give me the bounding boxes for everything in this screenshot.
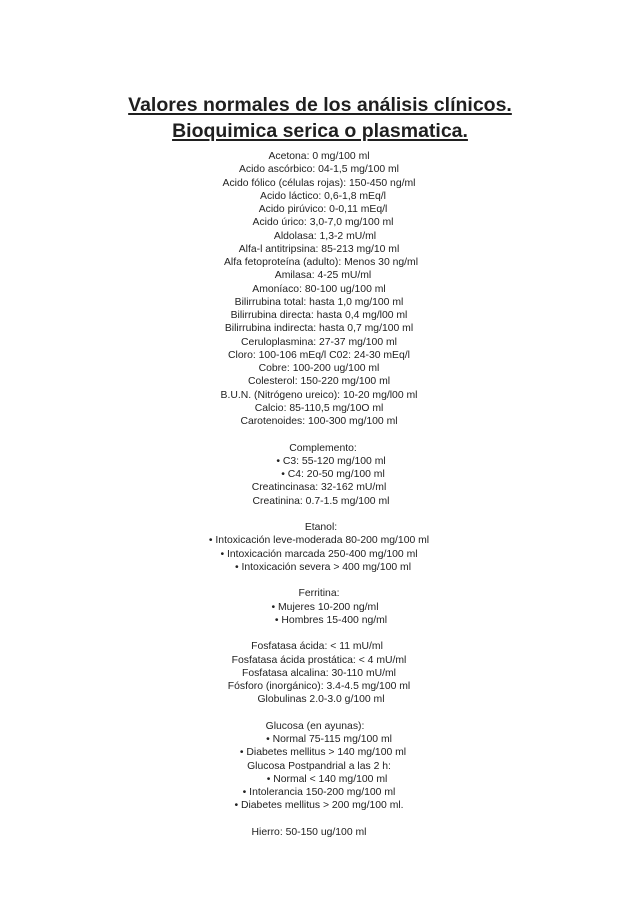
- reference-line: Aldolasa: 1,3-2 mU/ml: [273, 230, 377, 242]
- reference-line: • C4: 20-50 mg/100 ml: [281, 469, 385, 480]
- reference-line: • Mujeres 10-200 ng/ml: [271, 601, 379, 613]
- blank-line: [0, 508, 638, 521]
- reference-line: Alfa-l antitripsina: 85-213 mg/10 ml: [238, 243, 400, 255]
- reference-line: Hierro: 50-150 ug/100 ml: [251, 826, 367, 838]
- reference-line: • Normal 75-115 mg/100 ml: [266, 734, 392, 745]
- reference-line: B.U.N. (Nitrógeno ureico): 10-20 mg/l00 ml: [220, 389, 418, 401]
- reference-line: Bilirrubina total: hasta 1,0 mg/100 ml: [234, 296, 404, 308]
- blank-line: [0, 627, 638, 640]
- blank-line: [0, 574, 638, 587]
- document-title-line2: [90, 118, 550, 144]
- reference-line: Alfa fetoproteína (adulto): Menos 30 ng/ml: [223, 257, 419, 268]
- reference-line: Amilasa: 4-25 mU/ml: [274, 270, 372, 282]
- reference-line: Acetona: 0 mg/100 ml: [268, 151, 370, 162]
- blank-line: [0, 707, 638, 720]
- reference-line: Cobre: 100-200 ug/100 ml: [258, 363, 380, 374]
- blank-line: [0, 813, 638, 826]
- reference-line: Etanol:: [304, 522, 338, 533]
- reference-line: Acido pirúvico: 0-0,11 mEq/l: [258, 204, 388, 215]
- reference-line: Acido ascórbico: 04-1,5 mg/100 ml: [239, 164, 399, 176]
- reference-line: Ceruloplasmina: 27-37 mg/100 ml: [241, 336, 397, 348]
- reference-line: Acido úrico: 3,0-7,0 mg/100 ml: [252, 217, 394, 229]
- reference-line: Fósforo (inorgánico): 3.4-4.5 mg/100 ml: [227, 681, 411, 692]
- reference-line: Creatincinasa: 32-162 mU/ml: [251, 482, 387, 494]
- reference-line: Bilirrubina directa: hasta 0,4 mg/l00 ml: [230, 310, 408, 321]
- reference-line: • Diabetes mellitus > 200 mg/100 ml.: [234, 800, 404, 812]
- reference-line: Cloro: 100-106 mEq/l C02: 24-30 mEq/l: [228, 349, 410, 361]
- reference-line: Acido láctico: 0,6-1,8 mEq/l: [260, 190, 386, 202]
- reference-line: • Hombres 15-400 ng/ml: [274, 614, 388, 626]
- reference-line: Fosfatasa ácida: < 11 mU/ml: [251, 641, 383, 653]
- reference-line: Amoníaco: 80-100 ug/100 ml: [252, 283, 386, 295]
- reference-line: • Intolerancia 150-200 mg/100 ml: [242, 787, 396, 798]
- reference-line: Glucosa Postpandrial a las 2 h:: [247, 760, 391, 772]
- reference-line: Fosfatasa ácida prostática: < 4 mU/ml: [231, 654, 407, 666]
- reference-line: Ferritina:: [298, 588, 340, 600]
- reference-line: Complemento:: [289, 442, 357, 454]
- reference-line: • Intoxicación severa > 400 mg/100 ml: [234, 561, 412, 573]
- reference-line: • Normal < 140 mg/100 ml: [266, 773, 388, 785]
- reference-line: Creatinina: 0.7-1.5 mg/100 ml: [252, 495, 390, 507]
- reference-values-list: [0, 150, 638, 839]
- reference-line: Acido fólico (células rojas): 150-450 ng/ml: [222, 177, 416, 189]
- reference-line: • Intoxicación leve-moderada 80-200 mg/100 ml: [208, 535, 430, 547]
- reference-line: Carotenoides: 100-300 mg/100 ml: [240, 416, 398, 427]
- reference-line: • Intoxicación marcada 250-400 mg/100 ml: [220, 548, 418, 560]
- reference-line: Bilirrubina indirecta: hasta 0,7 mg/100 ml: [224, 323, 414, 335]
- reference-line: Calcio: 85-110,5 mg/10O ml: [254, 402, 384, 414]
- reference-line: • C3: 55-120 mg/100 ml: [276, 455, 386, 467]
- document-title-line1: [90, 92, 550, 118]
- document-title-line1-text: Valores normales de los análisis clínicos.: [128, 94, 512, 116]
- reference-line: Glucosa (en ayunas):: [265, 720, 365, 732]
- reference-line: • Diabetes mellitus > 140 mg/100 ml: [239, 747, 407, 759]
- reference-line: Globulinas 2.0-3.0 g/100 ml: [257, 694, 385, 706]
- reference-line: Colesterol: 150-220 mg/100 ml: [247, 376, 391, 388]
- blank-line: [0, 428, 638, 441]
- reference-line: Fosfatasa alcalina: 30-110 mU/ml: [241, 667, 396, 679]
- document-title-line2-text: Bioquimica serica o plasmatica.: [172, 120, 468, 142]
